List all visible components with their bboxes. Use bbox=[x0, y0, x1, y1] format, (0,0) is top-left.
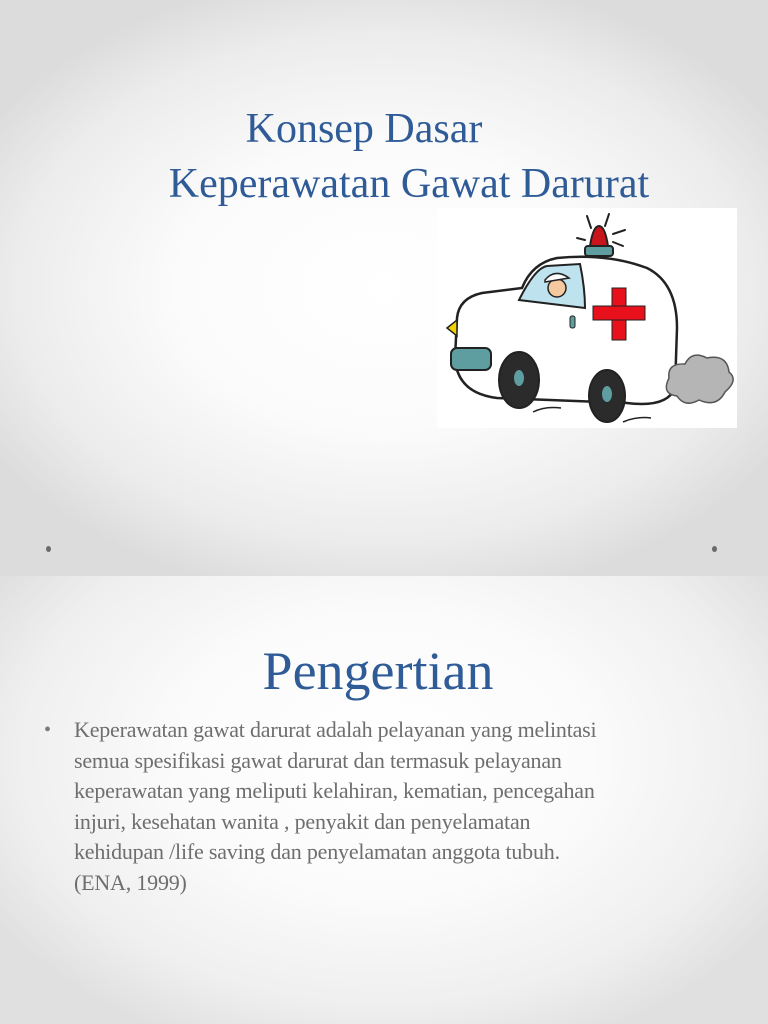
bullet-item bbox=[44, 715, 734, 898]
body-line: kehidupan /life saving dan penyelamatan anggota tubuh. bbox=[74, 839, 560, 864]
slide-heading: Pengertian bbox=[262, 641, 494, 701]
body-line: injuri, kesehatan wanita , penyakit dan penyelamatan bbox=[74, 808, 531, 834]
body-line: keperawatan yang meliputi kelahiran, kematian, pencegahan bbox=[74, 778, 595, 803]
bullet-dot-left bbox=[46, 546, 51, 552]
title-line-1: Konsep Dasar bbox=[245, 106, 483, 152]
title-line-2: Keperawatan Gawat Darurat bbox=[168, 161, 650, 207]
body-line: Keperawatan gawat darurat adalah pelayanan yang melintasi bbox=[74, 717, 597, 742]
bullet-dot-right bbox=[712, 546, 717, 552]
ambulance-icon bbox=[437, 208, 737, 428]
bullet-text bbox=[74, 715, 596, 898]
slide-pengertian bbox=[0, 576, 768, 1024]
body-line: semua spesifikasi gawat darurat dan termasuk pelayanan bbox=[74, 747, 562, 773]
body-line: (ENA, 1999) bbox=[74, 869, 187, 895]
bullet-marker: • bbox=[44, 719, 52, 741]
